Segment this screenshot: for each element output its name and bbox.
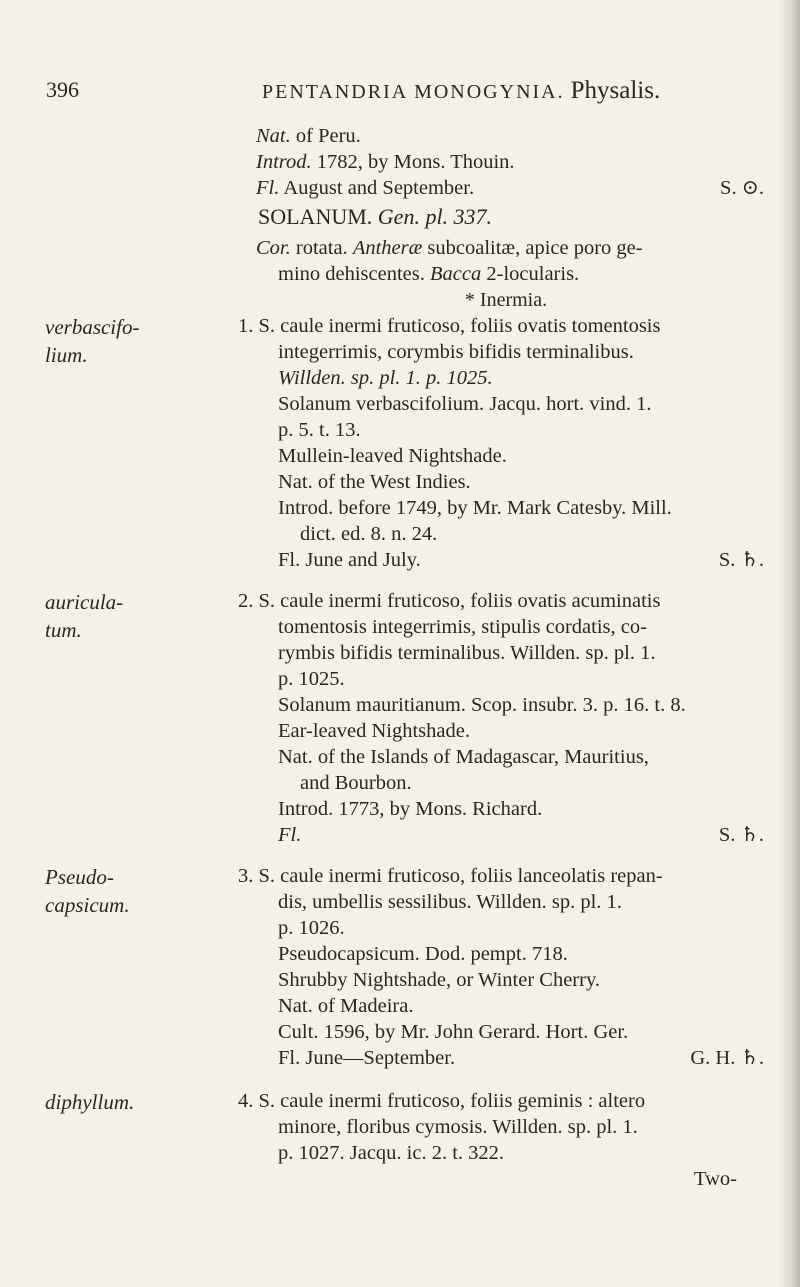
side-name-1: verbascifo- lium. [45, 315, 140, 367]
species-1-line: dict. ed. 8. n. 24. [300, 523, 438, 545]
species-1-line: Fl. June and July. S. ♄. [278, 549, 764, 571]
species-3-line: Fl. June—September. G. H. ♄. [278, 1047, 764, 1069]
genus-heading: SOLANUM. Gen. pl. 337. [258, 204, 493, 229]
species-3-line: p. 1026. [278, 917, 345, 939]
species-1-line: 1. S. caule inermi fruticoso, foliis ovatis tomentosis [238, 315, 661, 337]
page-edge-shadow [778, 0, 800, 1287]
species-3-line: Pseudocapsicum. Dod. pempt. 718. [278, 943, 568, 965]
species-1-line: p. 5. t. 13. [278, 419, 361, 441]
duration-mark: S. ⊙. [720, 177, 764, 199]
page-number: 396 [46, 77, 79, 102]
species-2-line: Nat. of the Islands of Madagascar, Mauritius, [278, 746, 649, 768]
nat-line: Nat. of Peru. [256, 125, 361, 147]
species-1-line: Introd. before 1749, by Mr. Mark Catesby. Mill. [278, 497, 672, 519]
species-3-line: 3. S. caule inermi fruticoso, foliis lanceolatis repan- [238, 865, 663, 887]
side-name-3: Pseudo- capsicum. [45, 865, 130, 917]
species-3-line: Nat. of Madeira. [278, 995, 414, 1017]
side-name-4: diphyllum. [45, 1090, 135, 1114]
introd-line: Introd. 1782, by Mons. Thouin. [256, 151, 515, 173]
character-line-1: Cor. rotata. Antheræ subcoalitæ, apice poro ge- [256, 237, 643, 259]
duration-mark: G. H. ♄. [690, 1047, 764, 1069]
species-2-line: p. 1025. [278, 668, 345, 690]
running-header [0, 77, 800, 107]
species-4-line: p. 1027. Jacqu. ic. 2. t. 322. [278, 1142, 505, 1164]
species-3-line: Shrubby Nightshade, or Winter Cherry. [278, 969, 600, 991]
duration-mark: S. ♄. [718, 549, 764, 571]
flowering-line: Fl. August and September. S. ⊙. [256, 177, 764, 199]
species-2-line: tomentosis integerrimis, stipulis cordatis, co- [278, 616, 647, 638]
species-2-line: and Bourbon. [300, 772, 412, 794]
species-2-line: Fl. S. ♄. [278, 824, 764, 846]
species-1-line: Mullein-leaved Nightshade. [278, 445, 507, 467]
duration-mark: S. ♄. [718, 824, 764, 846]
species-2-line: rymbis bifidis terminalibus. Willden. sp. pl. 1. [278, 642, 656, 664]
side-name-2: auricula- tum. [45, 590, 124, 642]
species-4-line: 4. S. caule inermi fruticoso, foliis geminis : altero [238, 1090, 646, 1112]
species-2-line: Ear-leaved Nightshade. [278, 720, 470, 742]
species-3-line: dis, umbellis sessilibus. Willden. sp. pl. 1. [278, 891, 622, 913]
species-1-line: integerrimis, corymbis bifidis terminalibus. [278, 341, 634, 363]
species-4-line: minore, floribus cymosis. Willden. sp. pl. 1. [278, 1116, 638, 1138]
species-1-line: Willden. sp. pl. 1. p. 1025. [278, 367, 493, 389]
species-2-line: Introd. 1773, by Mons. Richard. [278, 798, 543, 820]
species-2-line: Solanum mauritianum. Scop. insubr. 3. p. 16. t. 8. [278, 694, 686, 716]
species-1-line: Nat. of the West Indies. [278, 471, 471, 493]
catchword: Two- [694, 1168, 737, 1190]
running-genus: Physalis. [570, 77, 661, 104]
species-1-line: Solanum verbascifolium. Jacqu. hort. vind. 1. [278, 393, 652, 415]
running-title: PENTANDRIA MONOGYNIA. Physalis. [262, 77, 661, 104]
species-2-line: 2. S. caule inermi fruticoso, foliis ovatis acuminatis [238, 590, 661, 612]
species-3-line: Cult. 1596, by Mr. John Gerard. Hort. Ger. [278, 1021, 629, 1043]
section-heading: * Inermia. [464, 289, 548, 311]
character-line-2: mino dehiscentes. Bacca 2-locularis. [278, 263, 580, 285]
